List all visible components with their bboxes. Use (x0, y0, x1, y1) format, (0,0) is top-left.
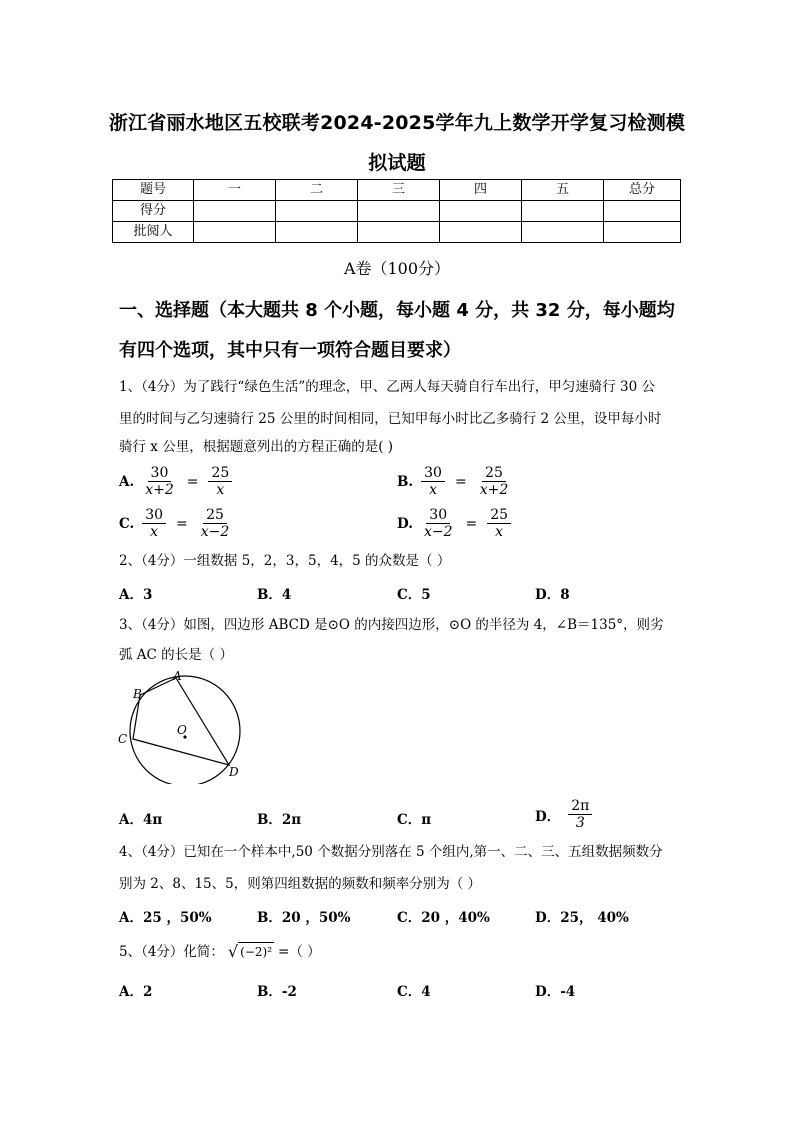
option-a[interactable]: A．25 ，50% (119, 910, 212, 926)
grader-cell[interactable] (440, 222, 522, 243)
option-d[interactable] (535, 798, 592, 831)
option-d[interactable]: D．25， 40% (535, 910, 629, 926)
point-label: D (229, 765, 239, 779)
fraction: $\frac{25}{x-2}$ (200, 507, 230, 540)
fraction: $\frac{30}{x-2}$ (423, 507, 453, 540)
table-row (113, 201, 681, 222)
option-label: A. (119, 473, 135, 490)
table-row (113, 222, 681, 243)
title-line-1: 浙江省丽水地区五校联考2024-2025学年九上数学开学复习检测模 (108, 112, 686, 134)
score-cell[interactable] (194, 201, 276, 222)
option-d[interactable]: D．-4 (535, 984, 576, 1000)
option-b[interactable]: B．-2 (257, 984, 297, 1000)
option-a[interactable]: A. $\frac{30}{x+2}$ = $\frac{25}{x}$ (119, 465, 232, 498)
fraction: $\frac{25}{x}$ (208, 465, 232, 498)
fraction: $\frac{30}{x+2}$ (145, 465, 174, 498)
option-a[interactable]: A．2 (119, 984, 153, 1000)
table-header-cell: 四 (440, 180, 522, 201)
point-label: A (173, 669, 182, 683)
question-3-line: 3、（4分）如图，四边形 ABCD 是⊙O 的内接四边形，⊙O 的半径为 4，∠B＝135°，则劣 (119, 617, 664, 633)
title-line-2: 拟试题 (368, 152, 426, 174)
option-d[interactable]: D. $\frac{30}{x-2}$ = $\frac{25}{x}$ (397, 507, 511, 540)
option-b[interactable]: B．2π (257, 812, 302, 828)
option-b[interactable]: B. $\frac{30}{x}$ = $\frac{25}{x+2}$ (397, 465, 511, 498)
fraction: $\frac{30}{x}$ (142, 507, 166, 540)
table-header-cell: 三 (358, 180, 440, 201)
table-header-cell: 五 (522, 180, 604, 201)
score-cell[interactable] (440, 201, 522, 222)
option-c[interactable]: C．4 (397, 984, 431, 1000)
question-2: 2、（4分）一组数据 5，2，3，5，4，5 的众数是（ ） (119, 553, 451, 569)
row-label: 批阅人 (113, 222, 194, 243)
question-3-line: 弧 AC 的长是（ ） (119, 647, 233, 663)
question-5: 5、（4分）化简： √ (−2)² =（ ） (119, 942, 321, 961)
fraction: $\frac{2\pi}{3}$ (568, 798, 592, 831)
grader-cell[interactable] (604, 222, 681, 243)
point-label: B (133, 687, 142, 701)
sqrt-expression: √ (−2)² (227, 942, 273, 961)
option-a[interactable]: A．3 (119, 587, 153, 603)
section-heading-line-2: 有四个选项，其中只有一项符合题目要求） (119, 340, 461, 361)
fraction: $\frac{25}{x+2}$ (479, 465, 509, 498)
section-heading-line-1: 一、选择题（本大题共 8 个小题，每小题 4 分，共 32 分，每小题均 (119, 300, 675, 321)
score-cell[interactable] (276, 201, 358, 222)
point-label: C (118, 732, 128, 746)
score-cell[interactable] (522, 201, 604, 222)
table-header-cell: 二 (276, 180, 358, 201)
score-cell[interactable] (358, 201, 440, 222)
row-label: 得分 (113, 201, 194, 222)
point-label: O (177, 723, 187, 737)
question-1-line: 骑行 x 公里，根据题意列出的方程正确的是( ) (119, 439, 394, 455)
grader-cell[interactable] (276, 222, 358, 243)
option-label: B. (397, 473, 414, 490)
table-header-cell: 总分 (604, 180, 681, 201)
fraction: $\frac{30}{x}$ (421, 465, 445, 498)
question-4-line: 别为 2、8、15、5，则第四组数据的频数和频率分别为（ ） (119, 876, 482, 892)
option-c[interactable]: C．5 (397, 587, 431, 603)
table-header-cell: 题号 (113, 180, 194, 201)
option-label: C. (119, 515, 135, 532)
option-label: D. (397, 515, 413, 532)
volume-heading: A卷（100分） (343, 259, 451, 278)
question-1-line: 里的时间与乙匀速骑行 25 公里的时间相同，已知甲每小时比乙多骑行 2 公里，设甲每小时 (119, 411, 662, 427)
grader-cell[interactable] (358, 222, 440, 243)
option-a[interactable]: A．4π (119, 812, 163, 828)
table-header-cell: 一 (194, 180, 276, 201)
quadrilateral-abcd (133, 678, 229, 765)
option-c[interactable]: C．20 ，40% (397, 910, 490, 926)
option-d[interactable]: D．8 (535, 587, 570, 603)
option-b[interactable]: B．20 ，50% (257, 910, 351, 926)
fraction: $\frac{25}{x}$ (487, 507, 511, 540)
score-table (112, 179, 681, 243)
score-cell[interactable] (604, 201, 681, 222)
score-table-header-row (113, 180, 681, 201)
grader-cell[interactable] (522, 222, 604, 243)
question-1-line: 1、（4分）为了践行“绿色生活”的理念，甲、乙两人每天骑自行车出行，甲匀速骑行 30 公 (119, 379, 655, 395)
circle-figure (112, 668, 252, 784)
option-c[interactable]: C. $\frac{30}{x}$ = $\frac{25}{x-2}$ (119, 507, 232, 540)
option-b[interactable]: B．4 (257, 587, 292, 603)
option-c[interactable]: C．π (397, 812, 432, 828)
option-label: D． (535, 808, 561, 825)
question-4-line: 4、（4分）已知在一个样本中,50 个数据分别落在 5 个组内,第一、二、三、五组数据频数分 (119, 844, 663, 860)
grader-cell[interactable] (194, 222, 276, 243)
